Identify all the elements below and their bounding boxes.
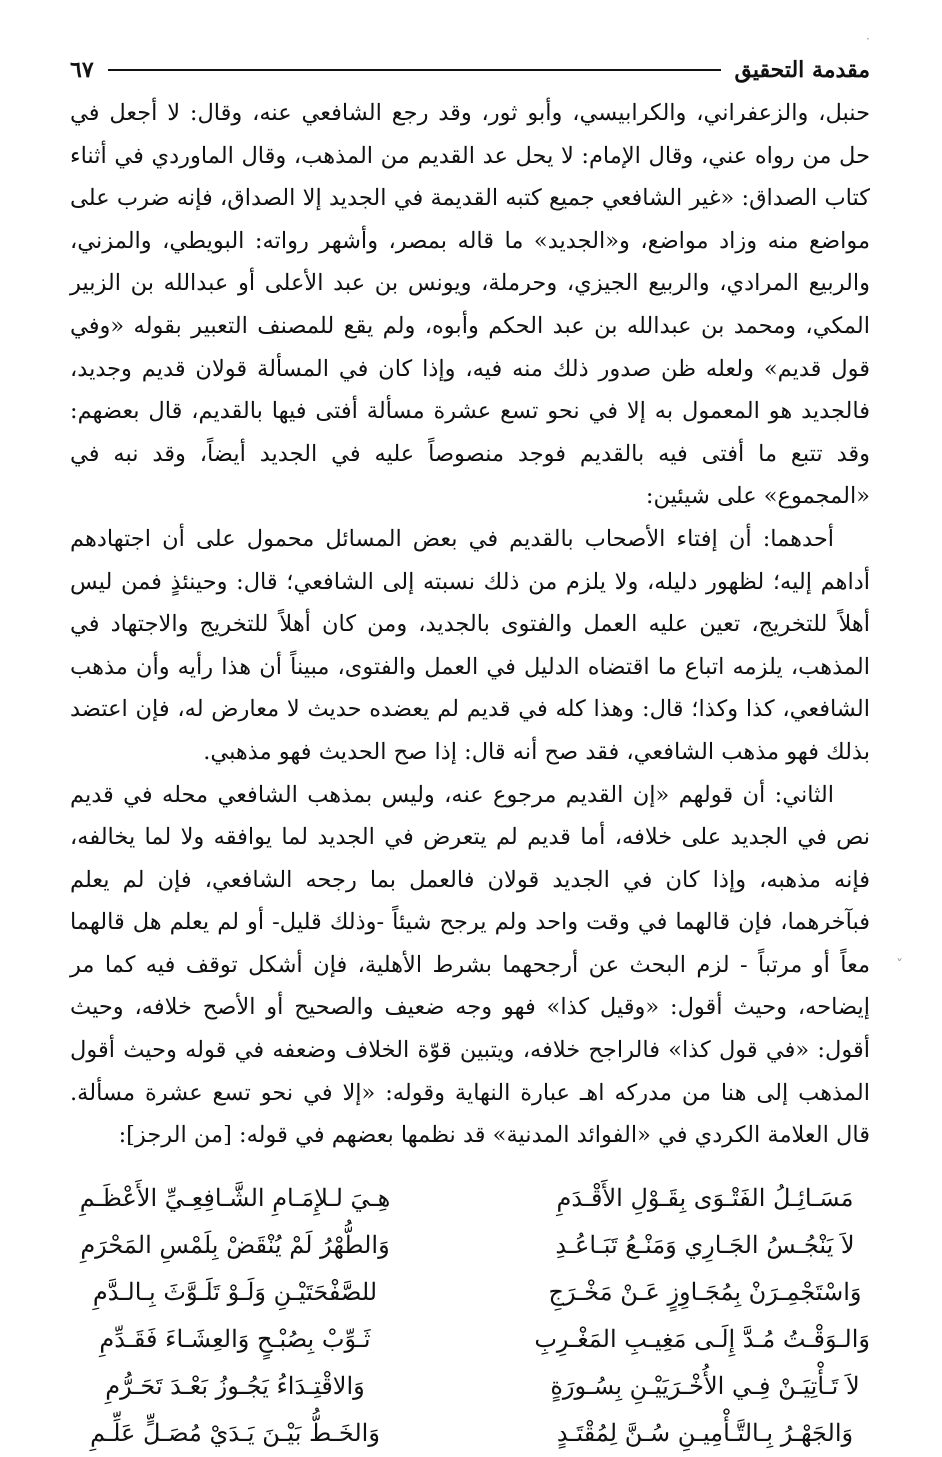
body-text bbox=[70, 92, 870, 1157]
margin-mark: ˇ bbox=[896, 958, 903, 974]
verse-second-hemistich: ثَـوِّبْ بِصُبْـحٍ وَالعِشَـاءَ فَقَـدِّمِ bbox=[99, 1324, 371, 1353]
poem-verse bbox=[70, 1222, 870, 1269]
page-number: ٦٧ bbox=[70, 57, 94, 83]
running-header bbox=[70, 48, 870, 92]
paragraph: أحدهما: أن إفتاء الأصحاب بالقديم في بعض المسائل محمول على أن اجتهادهم أداهم إليه؛ لظهور دليله، ولا يلزم من ذلك نسبته إلى الشافعي؛ قال: وحينئذٍ فمن ليس أهلاً للتخريج، تعين عليه العمل والفتوى بالجديد، ومن كان أهلاً للتخريج والاجتهاد في المذهب، يلزمه اتباع ما اقتضاه الدليل في العمل والفتوى، مبيناً أن هذا رأيه وأن مذهب الشافعي، كذا وكذا؛ قال: وهذا كله في قديم لم يعضده حديث لا معارض له، فإن اعتضد بذلك فهو مذهب الشافعي، فقد صح أنه قال: إذا صح الحديث فهو مذهبي. bbox=[70, 525, 870, 765]
verse-first-hemistich: لاَ يَنْجُـسُ الجَـارِي وَمَنْـعُ تَبَـاعُـدِ bbox=[555, 1230, 855, 1259]
verse-first-hemistich: لاَ تَـأْتِيَـنْ فِـي الأُخْـرَيَيْـنِ بِسُـورَةٍ bbox=[550, 1371, 860, 1400]
verse-second-hemistich: هِـيَ لـلإِمَـامِ الشَّـافِعِـيِّ الأَعْظَـمِ bbox=[79, 1183, 391, 1212]
verse-first-hemistich: مَسَـائِـلُ الفَتْـوَى بِقَـوْلِ الأَقْـدَمِ bbox=[556, 1183, 854, 1212]
header-title: مقدمة التحقيق bbox=[734, 57, 870, 83]
verse-second-hemistich: للصَّفْحَتَيْـنِ وَلَـوْ تَلَـوَّثَ بِـالـدَّمِ bbox=[92, 1277, 378, 1306]
paragraph: الثاني: أن قولهم «إن القديم مرجوع عنه، وليس بمذهب الشافعي محله في قديم نص في الجديد على خلافه، أما قديم لم يتعرض في الجديد لما يوافقه ولا لما يخالفه، فإنه مذهبه، وإذا كان في الجديد قولان فالعمل بما رجحه الشافعي، فإن لم يعلم فبآخرهما، فإن قالهما في وقت واحد ولم يرجح شيئاً -وذلك قليل- أو لم يعلم هل قالهما معاً أو مرتباً - لزم البحث عن أرجحهما بشرط الأهلية، فإن أشكل توقف فيه كما مر إيضاحه، وحيث أقول: «وقيل كذا» فهو وجه ضعيف والصحيح أو الأصح خلافه، وحيث أقول: «في قول كذا» فالراجح خلافه، ويتبين قوّة الخلاف وضعفه في قوله وحيث أقول المذهب إلى هنا من مدركه اهـ عبارة النهاية وقوله: «إلا في نحو تسع عشرة مسألة. قال العلامة الكردي في «الفوائد المدنية» قد نظمها بعضهم في قوله: [من الرجز]: bbox=[70, 781, 870, 1149]
verse-first-hemistich: وَاسْتَجْمِـرَنْ بِمُجَـاوِزٍ عَـنْ مَخْـرَجِ bbox=[548, 1277, 862, 1306]
poem-verse bbox=[70, 1316, 870, 1363]
poem bbox=[70, 1175, 870, 1457]
paragraph: حنبل، والزعفراني، والكرابيسي، وأبو ثور، وقد رجع الشافعي عنه، وقال: لا أجعل في حل من رواه عني، وقال الإمام: لا يحل عد القديم من المذهب، وقال الماوردي في أثناء كتاب الصداق: «غير الشافعي جميع كتبه القديمة في الجديد إلا الصداق، فإنه ضرب على مواضع منه وزاد مواضع، و«الجديد» ما قاله بمصر، وأشهر رواته: البويطي، والمزني، والربيع المرادي، والربيع الجيزي، وحرملة، ويونس بن عبد الأعلى أو عبدالله بن الزبير المكي، ومحمد بن عبدالله بن عبد الحكم وأبوه، ولم يقع للمصنف التعبير بقوله «وفي قول قديم» ولعله ظن صدور ذلك منه فيه، وإذا كان في المسألة قولان قديم وجديد، فالجديد هو المعمول به إلا في نحو تسع عشرة مسألة أفتى فيها بالقديم، قال بعضهم: وقد تتبع ما أفتى فيه بالقديم فوجد منصوصاً عليه في الجديد أيضاً، وقد نبه في «المجموع» على شيئين: bbox=[70, 100, 870, 510]
verse-second-hemistich: وَالطُّهْرُ لَمْ يُنْقَضْ بِلَمْسِ المَحْرَمِ bbox=[80, 1230, 390, 1259]
poem-verse bbox=[70, 1269, 870, 1316]
header-rule bbox=[108, 69, 721, 71]
margin-mark: · bbox=[866, 32, 870, 46]
poem-verse bbox=[70, 1410, 870, 1457]
poem-verse bbox=[70, 1363, 870, 1410]
verse-second-hemistich: وَالاقْتِـدَاءُ يَجُـوزُ بَعْـدَ تَحَـرُّمِ bbox=[105, 1371, 365, 1400]
verse-first-hemistich: وَالـوَقْـتُ مُـدَّ إِلَـى مَغِيـبِ المَغْـرِبِ bbox=[534, 1324, 870, 1353]
book-page bbox=[70, 48, 870, 1457]
verse-first-hemistich: وَالجَهْـرُ بِـالتَّـأْمِيـنِ سُـنَّ لِمُقْتَـدٍ bbox=[556, 1418, 854, 1447]
verse-second-hemistich: وَالخَـطُّ بَيْـنَ يَـدَيْ مُصَـلٍّ عَلِّـمِ bbox=[90, 1418, 380, 1447]
poem-verse bbox=[70, 1175, 870, 1222]
